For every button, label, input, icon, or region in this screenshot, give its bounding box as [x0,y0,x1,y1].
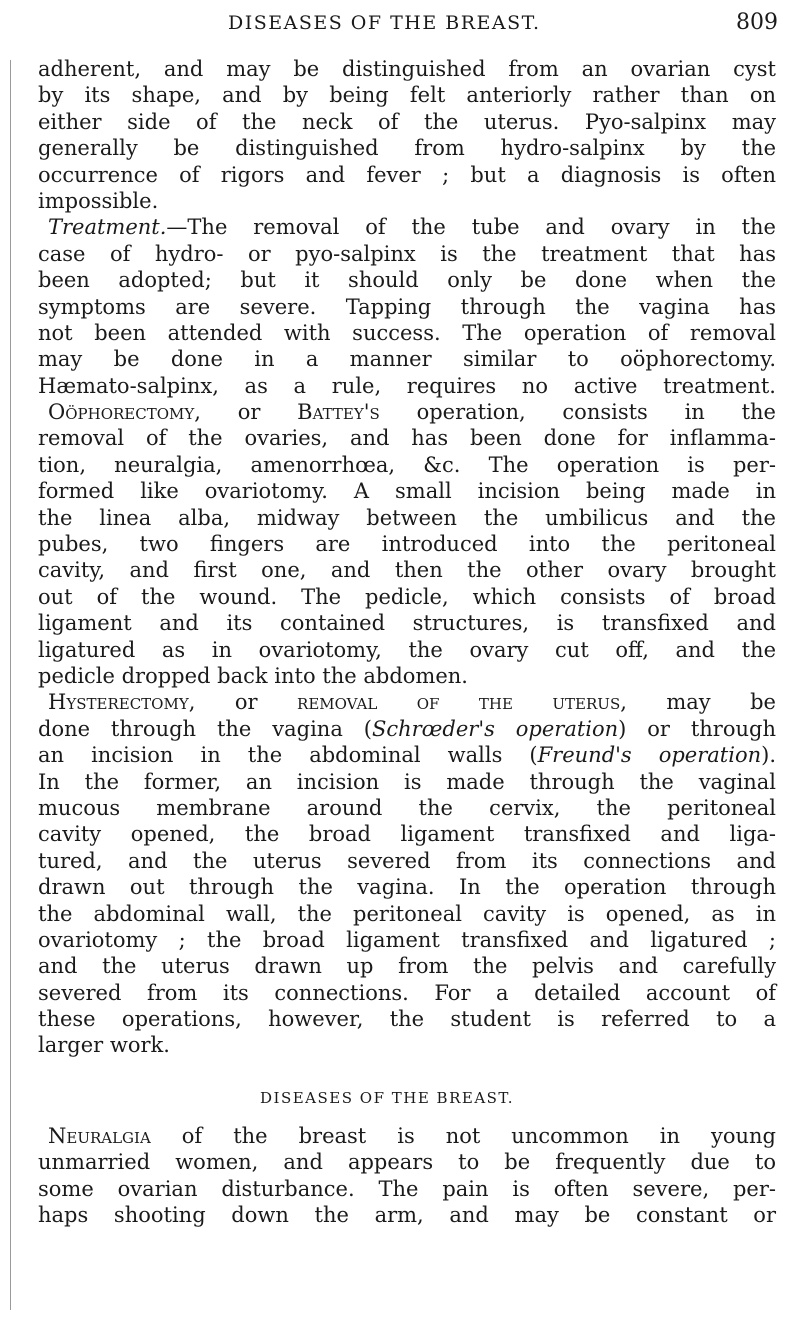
text-line: removal of the ovaries, and has been done for inflamma- [38,426,776,451]
running-head [0,8,800,44]
hysterectomy-term: Hysterectomy [48,690,189,715]
treatment-first-line-rest: The removal of the tube and ovary in the [187,215,776,240]
text-line: ligament and its contained structures, is transfixed and [38,611,776,636]
battey-name: Battey's [297,400,380,425]
text-line: symptoms are severe. Tapping through the vagina has [38,294,776,319]
text-line: generally be distinguished from hydro-salpinx by the [38,136,776,161]
text-fragment: ) or through [618,716,776,741]
schroeder-operation: Schrœder's operation [371,716,619,741]
text-line: impossible. [38,188,159,213]
text-fragment: of the breast is not uncommon in young [150,1123,776,1148]
text-line: ligatured as in ovariotomy, the ovary cut off, and the [38,637,776,662]
text-line: some ovarian disturbance. The pain is often severe, per- [38,1176,776,1201]
body-text [38,56,776,1228]
text-line: pubes, two fingers are introduced into the peritoneal [38,532,776,557]
text-fragment: operation, consists in the [379,400,776,425]
text-fragment: , may be [620,690,776,715]
oophorectomy-first-line [38,399,776,425]
hysterectomy-first-line [38,689,776,715]
text-fragment: , or [188,690,298,715]
text-line: larger work. [38,1033,170,1058]
text-fragment: an incision in the abdominal walls ( [38,743,538,768]
text-line: case of hydro- or pyo-salpinx is the treatment that has [38,241,776,266]
hysterectomy-subterm: removal of the uterus [297,690,621,715]
text-line: drawn out through the vagina. In the operation through [38,875,776,900]
text-line: pedicle dropped back into the abdomen. [38,663,468,688]
text-line: tured, and the uterus severed from its connections and [38,848,776,873]
text-line: haps shooting down the arm, and may be constant or [38,1203,776,1228]
text-line: formed like ovariotomy. A small incision being made in [38,479,776,504]
text-line: the linea alba, midway between the umbilicus and the [38,505,776,530]
text-line: Hæmato-salpinx, as a rule, requires no active treatment. [38,373,776,398]
text-line: and the uterus drawn up from the pelvis and carefully [38,954,776,979]
oophorectomy-term: Oöphorectomy [48,400,195,425]
text-line: not been attended with success. The operation of removal [38,320,776,345]
text-line: adherent, and may be distinguished from an ovarian cyst [38,57,776,81]
text-line: out of the wound. The pedicle, which consists of broad [38,584,776,609]
text-line: ovariotomy ; the broad ligament transfixed and ligatured ; [38,927,776,952]
text-line: either side of the neck of the uterus. Pyo-salpinx may [38,109,776,134]
text-line: occurrence of rigors and fever ; but a diagnosis is often [38,162,776,187]
running-head-title: DISEASES OF THE BREAST. [228,12,541,34]
text-fragment: done through the vagina ( [38,716,372,741]
treatment-label: Treatment. [48,215,167,240]
freund-operation: Freund's operation [537,743,762,768]
section-heading: DISEASES OF THE BREAST. [260,1088,514,1107]
page-edge-shadow [10,60,11,1310]
text-line: cavity opened, the broad ligament transfixed and liga- [38,822,776,847]
page-number: 809 [736,10,778,35]
neuralgia-first-line [38,1123,776,1149]
text-fragment: ). [761,743,776,768]
text-line: by its shape, and by being felt anteriorly rather than on [38,83,776,108]
text-fragment: , or [194,400,298,425]
text-line: severed from its connections. For a detailed account of [38,980,776,1005]
text-line [38,742,776,768]
text-line: unmarried women, and appears to be frequently due to [38,1150,776,1175]
text-line: In the former, an incision is made through the vaginal [38,769,776,794]
text-line [38,716,776,742]
text-line: the abdominal wall, the peritoneal cavity is opened, as in [38,901,776,926]
text-line: been adopted; but it should only be done when the [38,268,776,293]
text-line: may be done in a manner similar to oöphorectomy. [38,347,776,372]
text-line: these operations, however, the student is referred to a [38,1007,776,1032]
text-line: mucous membrane around the cervix, the peritoneal [38,795,776,820]
text-line: tion, neuralgia, amenorrhœa, &c. The operation is per- [38,452,776,477]
treatment-first-line [38,214,776,240]
treatment-dash: — [166,215,188,240]
text-line: cavity, and first one, and then the other ovary brought [38,558,776,583]
neuralgia-term: Neuralgia [48,1123,151,1148]
